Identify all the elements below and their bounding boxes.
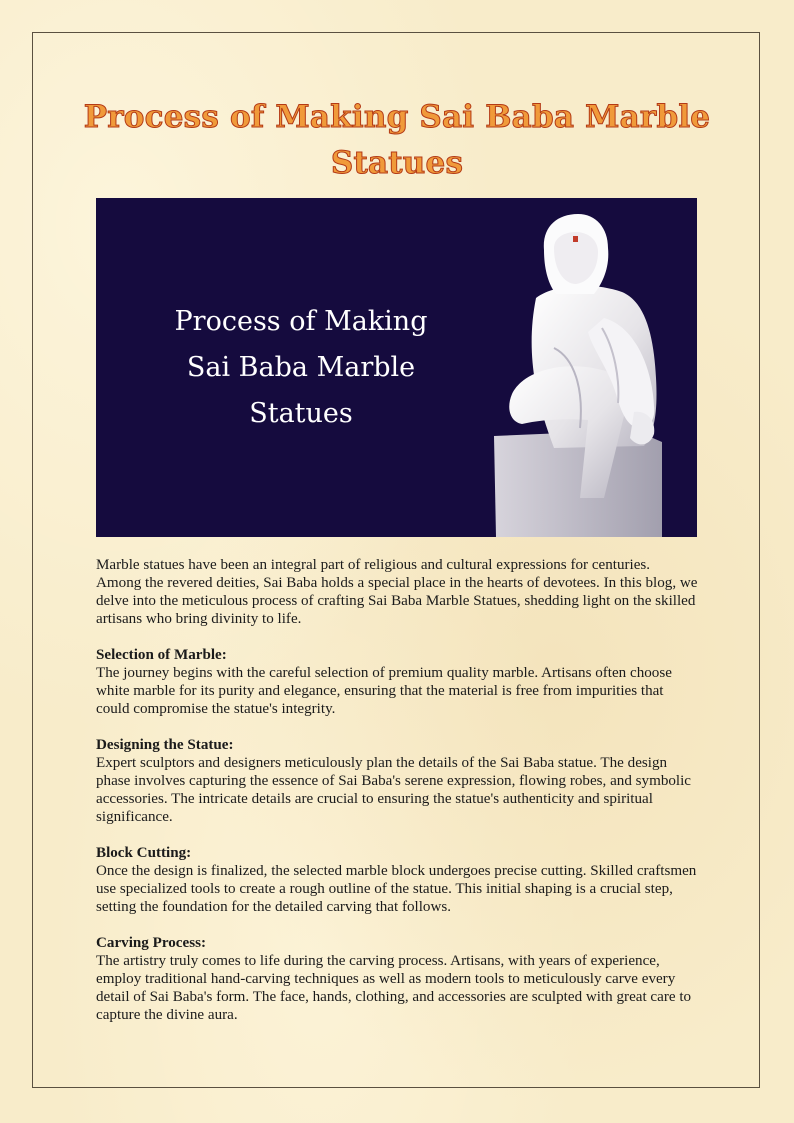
section-heading: Carving Process: xyxy=(96,935,206,951)
section-carving-process xyxy=(96,934,698,1024)
section-selection-of-marble xyxy=(96,646,698,718)
section-heading: Selection of Marble: xyxy=(96,647,227,663)
banner-caption xyxy=(141,299,461,437)
section-heading: Designing the Statue: xyxy=(96,737,234,753)
banner-caption-line: Statues xyxy=(249,398,353,429)
section-body: The journey begins with the careful selection of premium quality marble. Artisans often choose white marble for its purity and elegance, ensuring that the material is free from impurities that could compromise the statue's integrity. xyxy=(96,665,672,717)
section-designing-the-statue xyxy=(96,736,698,826)
banner-caption-line: Process of Making xyxy=(174,306,428,337)
hero-banner xyxy=(96,198,697,537)
section-body: The artistry truly comes to life during the carving process. Artisans, with years of experience, employ traditional hand-carving techniques as well as modern tools to meticulously carve every detail of Sai Baba's form. The face, hands, clothing, and accessories are sculpted with great care to capture the divine aura. xyxy=(96,953,692,1023)
banner-caption-line: Sai Baba Marble xyxy=(186,352,416,383)
page-title: Process of Making Sai Baba Marble Statues xyxy=(83,99,711,181)
statue-photo xyxy=(484,198,697,537)
section-body: Once the design is finalized, the selected marble block undergoes precise cutting. Skilled craftsmen use specialized tools to create a rough outline of the statue. This initial shaping is a crucial step, setting the foundation for the detailed carving that follows. xyxy=(96,863,697,915)
section-body: Expert sculptors and designers meticulously plan the details of the Sai Baba statue. The design phase involves capturing the essence of Sai Baba's serene expression, flowing robes, and symbolic accessories. The intricate details are crucial to ensuring the statue's authenticity and spiritual significance. xyxy=(96,755,691,825)
section-heading: Block Cutting: xyxy=(96,845,192,861)
article-body xyxy=(96,556,698,1042)
intro-paragraph: Marble statues have been an integral part of religious and cultural expressions for centuries. Among the revered deities, Sai Baba holds a special place in the hearts of devotees. In this blog, we delve into the meticulous process of crafting Sai Baba Marble Statues, shedding light on the skilled artisans who bring divinity to life. xyxy=(96,557,698,627)
section-block-cutting xyxy=(96,844,698,916)
